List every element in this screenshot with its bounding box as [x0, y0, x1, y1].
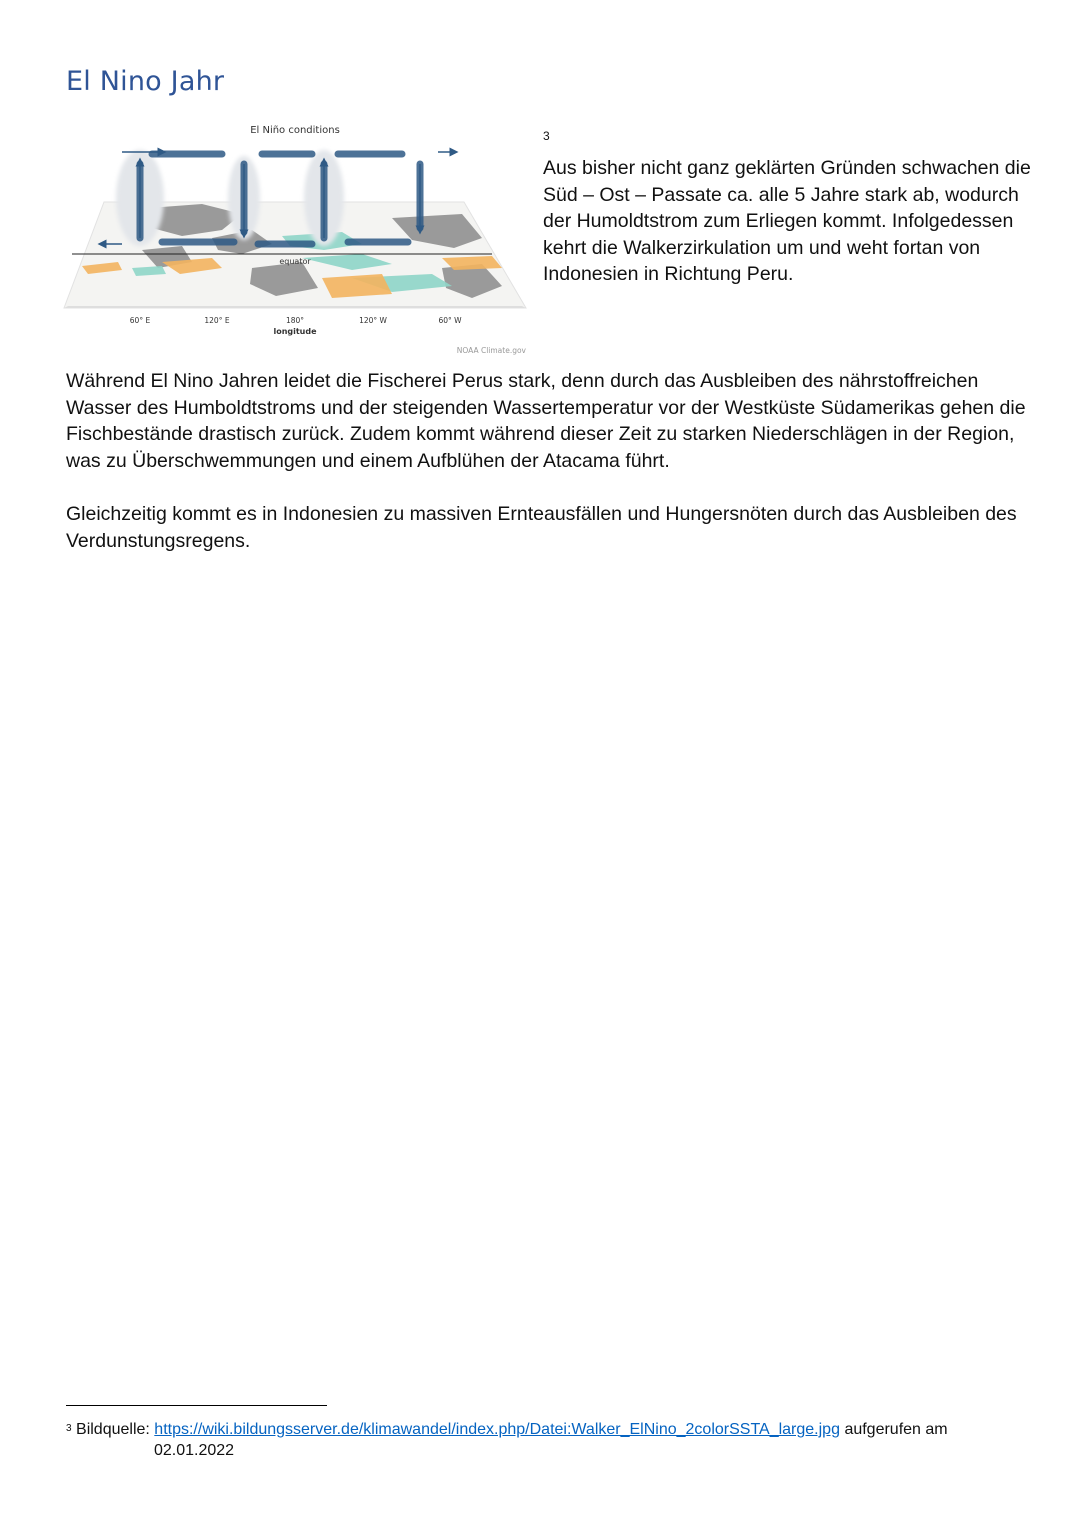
- footnote-number: 3: [66, 1423, 72, 1434]
- tick-label-60w: 60° W: [438, 316, 462, 325]
- tick-label-180: 180°: [285, 316, 305, 325]
- footnote-label: Bildquelle:: [76, 1421, 150, 1438]
- side-paragraph: Aus bisher nicht ganz geklärten Gründen schwachen die Süd – Ost – Passate ca. alle 5 Jahre stark ab, wodurch der Humoldtstrom zum Erliegen kommt. Infolgedessen kehrt die Walkerzirkulation um und weht fortan von Indonesien in Richtung Peru.: [543, 157, 1031, 286]
- tick-label-120w: 120° W: [359, 316, 387, 325]
- walker-circulation-figure: [62, 118, 532, 360]
- ocean-plane-edge: [64, 306, 526, 308]
- equator-label: equator: [279, 257, 311, 266]
- footnote-separator: [66, 1405, 327, 1406]
- axis-label: longitude: [273, 327, 317, 336]
- figure-title: El Niño conditions: [250, 125, 340, 136]
- figure-credit: NOAA Climate.gov: [456, 346, 526, 355]
- footnote-reference: 3: [543, 129, 550, 143]
- page-heading: El Nino Jahr: [66, 66, 225, 97]
- tick-label-120e: 120° E: [204, 316, 230, 325]
- footnote: [66, 1419, 1026, 1459]
- tick-label-60e: 60° E: [129, 316, 151, 325]
- paragraph-fishery: Während El Nino Jahren leidet die Fischerei Perus stark, denn durch das Ausbleiben des nährstoffreichen Wasser des Humboldtstroms und der steigenden Wassertemperatur vor der Westküste Südamerikas gehen die Fischbestände drastisch zurück. Zudem kommt während dieser Zeit zu starken Niederschlägen in der Region, was zu Überschwemmungen und einem Aufblühen der Atacama führt.: [66, 370, 1026, 472]
- footnote-date: 02.01.2022: [154, 1442, 235, 1459]
- paragraph-indonesia: Gleichzeitig kommt es in Indonesien zu massiven Ernteausfällen und Hungersnöten durch das Ausbleiben des Verdunstungsregens.: [66, 503, 1017, 552]
- el-nino-diagram: [62, 118, 532, 360]
- footnote-suffix: aufgerufen am: [844, 1421, 948, 1438]
- source-link[interactable]: https://wiki.bildungsserver.de/klimawandel/index.php/Datei:Walker_ElNino_2colorSSTA_large.jpg: [154, 1421, 840, 1438]
